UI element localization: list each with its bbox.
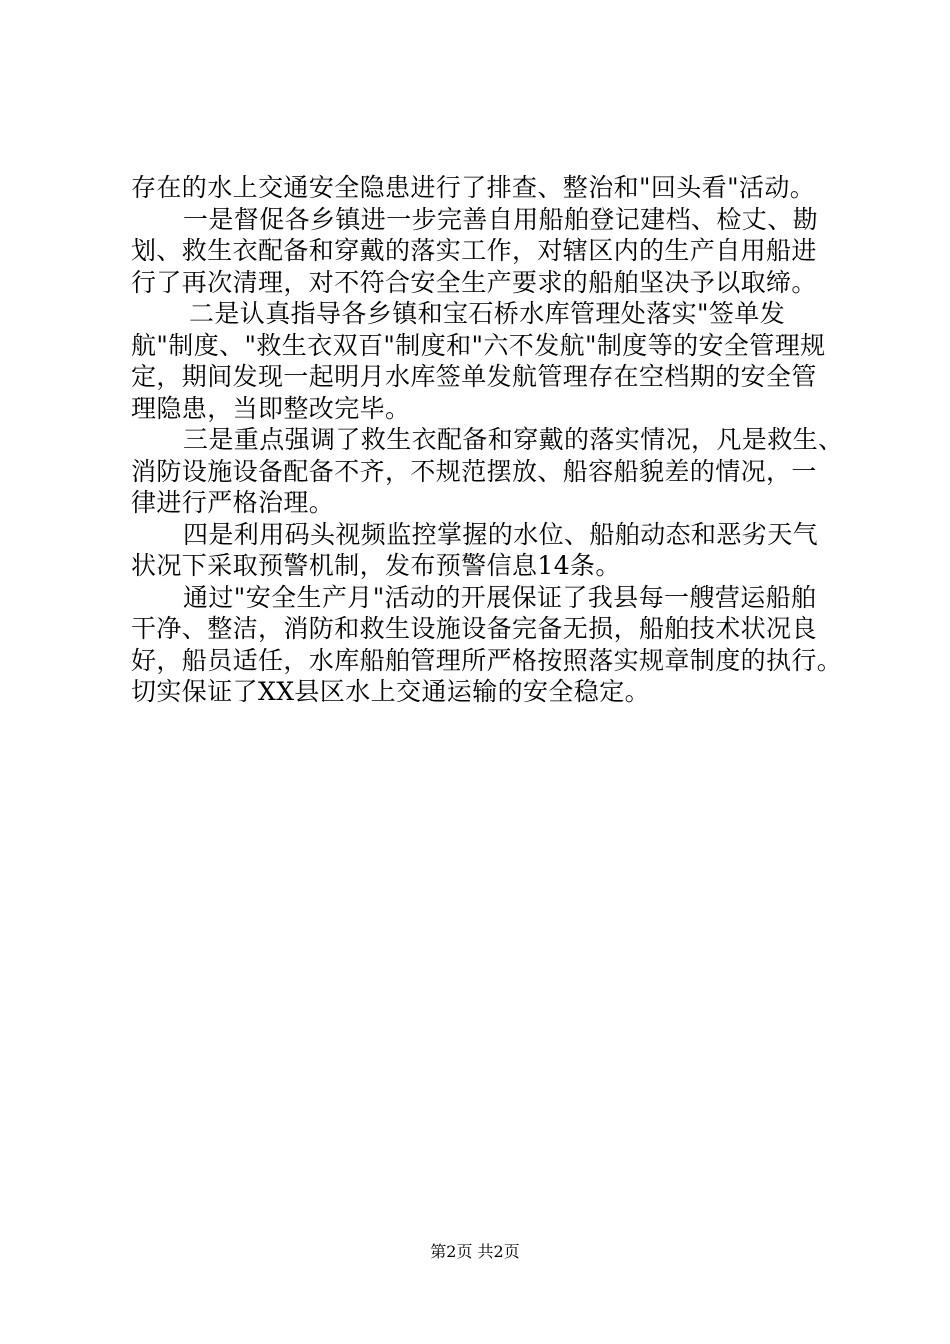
text-line: 定，期间发现一起明月水库签单发航管理存在空档期的安全管 (131, 362, 817, 391)
document-body (131, 172, 851, 708)
text-line: 三是重点强调了救生衣配备和穿戴的落实情况，凡是救生、 (183, 425, 844, 454)
text-line: 二是认真指导各乡镇和宝石桥水库管理处落实"签单发 (189, 299, 786, 328)
text-line: 消防设施设备配备不齐，不规范摆放、船容船貌差的情况，一 (131, 456, 817, 486)
text-line: 行了再次清理，对不符合安全生产要求的船舶坚决予以取缔。 (131, 267, 817, 297)
text-line: 通过"安全生产月"活动的开展保证了我县每一艘营运船舶 (183, 582, 817, 612)
text-line: 理隐患，当即整改完毕。 (131, 393, 411, 423)
page-number-footer: 第2页 共2页 (430, 1242, 520, 1261)
text-line: 干净、整洁，消防和救生设施设备完备无损，船舶技术状况良 (131, 614, 817, 643)
text-line: 一是督促各乡镇进一步完善自用船舶登记建档、检丈、勘 (183, 204, 819, 234)
text-line: 划、救生衣配备和穿戴的落实工作，对辖区内的生产自用船进 (131, 236, 817, 265)
text-line: 律进行严格治理。 (131, 488, 335, 517)
text-line: 四是利用码头视频监控掌握的水位、船舶动态和恶劣天气 (183, 519, 819, 549)
text-line: 航"制度、"救生衣双百"制度和"六不发航"制度等的安全管理规 (131, 330, 826, 360)
text-line: 状况下采取预警机制，发布预警信息14条。 (131, 551, 621, 580)
text-line: 好，船员适任，水库船舶管理所严格按照落实规章制度的执行。 (131, 645, 843, 675)
text-line: 切实保证了XX县区水上交通运输的安全稳定。 (131, 677, 650, 706)
text-line: 存在的水上交通安全隐患进行了排查、整治和"回头看"活动。 (131, 173, 816, 202)
